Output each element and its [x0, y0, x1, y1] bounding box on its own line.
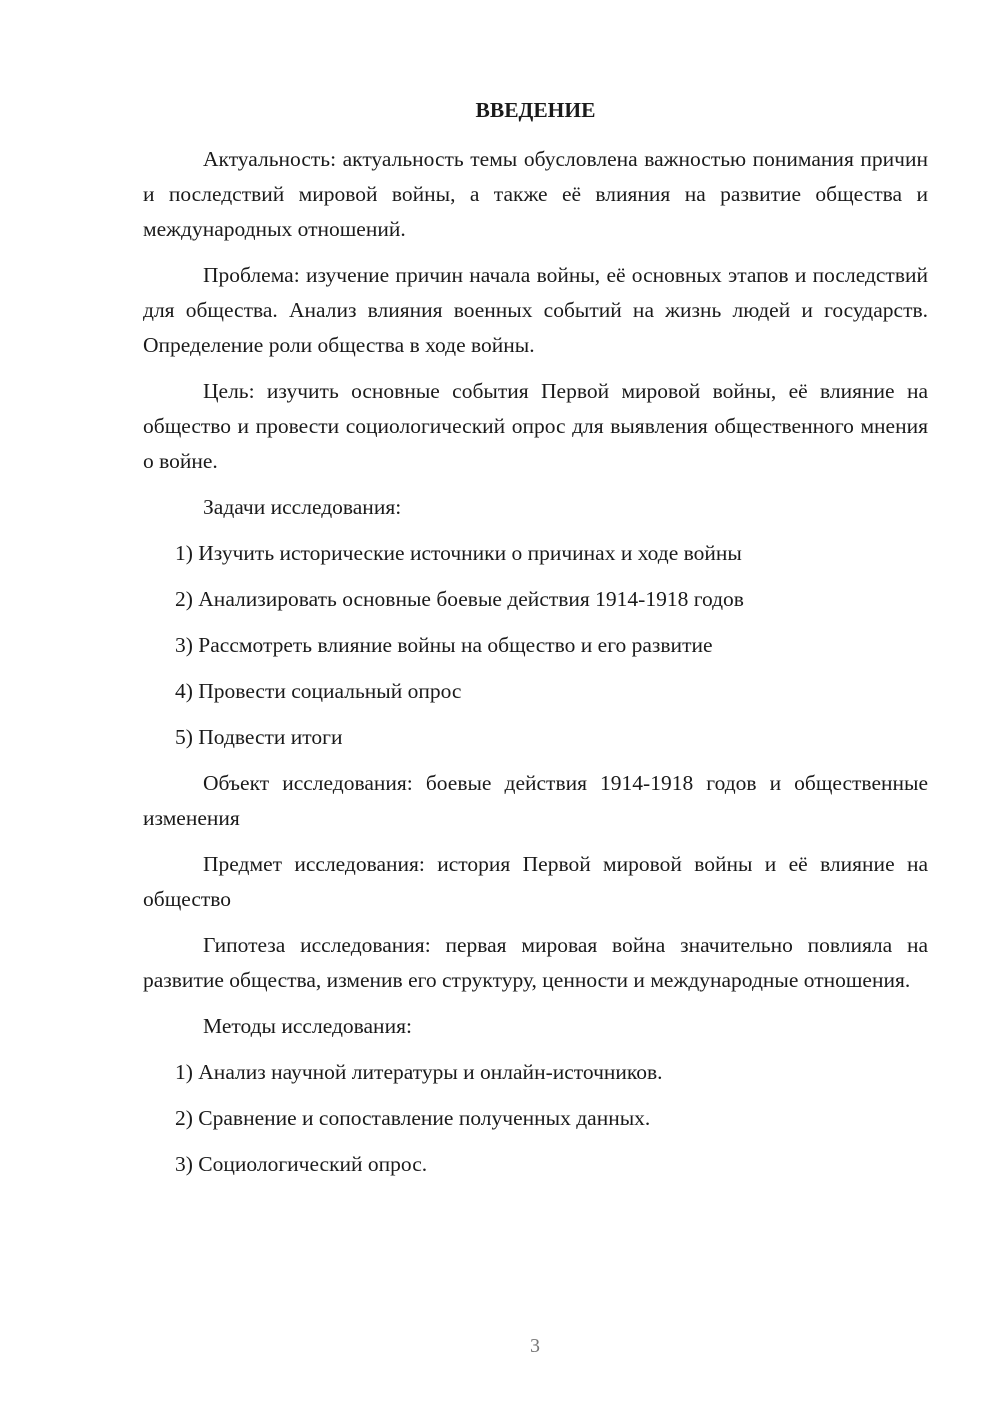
tasks-title: Задачи исследования:: [203, 495, 402, 519]
problem-paragraph: Проблема: изучение причин начала войны, её основных этапов и последствий для общества. Анализ влияния военных событий на жизнь людей и государств. Определение роли общества в ходе войны.: [143, 263, 928, 357]
list-item: 2) Анализировать основные боевые действия 1914-1918 годов: [175, 587, 744, 611]
page-number: 3: [530, 1335, 540, 1357]
page-content: [143, 93, 928, 1193]
section-heading: ВВЕДЕНИЕ: [475, 98, 596, 122]
tasks-list: [143, 536, 928, 755]
list-item: 4) Провести социальный опрос: [175, 679, 462, 703]
hypothesis-paragraph: Гипотеза исследования: первая мировая война значительно повлияла на развитие общества, изменив его структуру, ценности и международные отношения.: [143, 933, 928, 992]
list-item: 1) Анализ научной литературы и онлайн-источников.: [175, 1060, 663, 1084]
subject-paragraph: Предмет исследования: история Первой мировой войны и её влияние на общество: [143, 852, 928, 911]
list-item: 1) Изучить исторические источники о причинах и ходе войны: [175, 541, 742, 565]
methods-list: [143, 1055, 928, 1182]
goal-paragraph: Цель: изучить основные события Первой мировой войны, её влияние на общество и провести социологический опрос для выявления общественного мнения о войне.: [143, 379, 928, 473]
methods-title: Методы исследования:: [203, 1014, 412, 1038]
relevance-paragraph: Актуальность: актуальность темы обусловлена важностью понимания причин и последствий мировой войны, а также её влияния на развитие общества и международных отношений.: [143, 147, 928, 241]
object-paragraph: Объект исследования: боевые действия 1914-1918 годов и общественные изменения: [143, 771, 928, 830]
list-item: 3) Социологический опрос.: [175, 1152, 428, 1176]
list-item: 2) Сравнение и сопоставление полученных данных.: [175, 1106, 651, 1130]
list-item: 3) Рассмотреть влияние войны на общество и его развитие: [175, 633, 713, 657]
list-item: 5) Подвести итоги: [175, 725, 343, 749]
